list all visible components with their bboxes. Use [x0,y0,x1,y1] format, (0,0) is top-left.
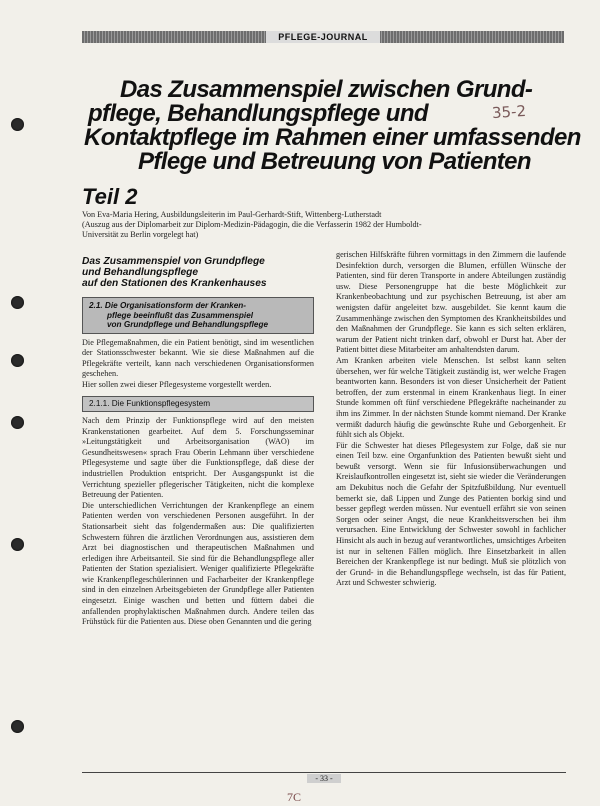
section-heading [82,256,314,289]
title-line: pflege, Behandlungspflege und [88,100,428,127]
punch-holes [8,0,30,806]
subsection-line: von Grundpflege und Behandlungspflege [107,320,269,329]
byline [82,210,572,240]
page-number [82,772,566,783]
journal-name: PFLEGE-JOURNAL [266,31,380,43]
part-label: Teil 2 [82,184,138,209]
paragraph: Für die Schwester hat dieses Pflegesystem zur Folge, daß sie nur einen Teil bzw. eine Organfunktion des Patienten bewußt sieht und bewußt versorgt. Wenn sie für Infusionsüberwachungen und Kreislaufkontrollen eingesetzt ist, sieht sie wieder die Veränderungen am Dekubitus noch die Gefahr der Spitzfußbildung. Nur eventuell bemerkt sie, daß Lippen und Zunge des Patienten borkig sind und besser gepflegt werden müssen. Nur eventuell erfährt sie von seinen Sorgen oder seiner Angst, die neue Krankheitsverschen bei ihm verursachen. Eine Entwicklung der Schwester sowohl in fachlicher Hinsicht als auch in bezug auf verantwortliches, umsichtiges Arbeiten ist nur in seltenen Fällen möglich. Ihre Einsetzbarkeit in allen Bereichen der Krankenpflege ist nur bedingt. Muß sie plötzlich von der Grund- in die Behandlungspflege wechseln, ist das für Patient, Arzt und Schwester schwierig. [336,440,566,588]
page-number-text: - 33 - [307,774,340,783]
byline-line: Universität zu Berlin vorgelegt hat) [82,230,199,239]
punch-hole [11,538,24,551]
paragraph: Die Pflegemaßnahmen, die ein Patient benötigt, sind im wesentlichen der Stationsschwester bekannt. Wie sie diese Maßnahmen auf die Pflegekräfte verteilt, kann nach verschiedenen Organisationsformen geschehen. [82,337,314,379]
heading-line: auf den Stationen des Krankenhauses [82,278,267,289]
punch-hole [11,296,24,309]
paragraph: Nach dem Prinzip der Funktionspflege wird auf den meisten Krankenstationen gearbeitet. Auf dem 5. Forschungsseminar »Leitungstätigkeit und Arbeitsorganisation (WAO) im Gesundheitswesen« sprach Frau Oberin Lehmann über verschiedene Pflegesysteme und sagte über die Funktionspflege, daß diese der industriellen Produktion entspricht. Der Ausgangspunkt ist die Verrichtung spezieller pflegerischer Tätigkeiten, nicht die komplexe Betreuung der Patienten. [82,415,314,500]
article-title [82,76,581,175]
handwritten-mark: 7C [287,790,302,804]
right-column [336,250,566,589]
title-line: Kontaktpflege im Rahmen einer umfassenden [84,124,581,151]
handwritten-note: 35-2 [491,101,527,123]
paragraph: gerischen Hilfskräfte führen vormittags in den Zimmern die laufende Desinfektion durch, versorgen die Blumen, erfüllen Wünsche der Patienten, sind für deren Transporte in andere Abteilungen zuständig usw. Diese Personengruppe hat die beste Möglichkeit zur Krankenbeobachtung und zur psychischen Betreuung, ist aber am wenigsten dafür angeleitet bzw. ausgebildet. Sie kennt kaum die Zusammenhänge zwischen den Symptomen des Krankheitsbildes und den Maßnahmen der Grundpflege. Sie kann es sich selten erklären, warum der Patient nicht trinken darf, obwohl er Durst hat. Aber der Patient bittet diese Mitarbeiter am anhaltendsten darum. [336,250,566,355]
heading-line: Das Zusammenspiel von Grundpflege [82,256,265,267]
subsection-line: pflege beeinflußt das Zusammenspiel [107,310,254,320]
punch-hole [11,720,24,733]
paragraph: Die unterschiedlichen Verrichtungen der Krankenpflege an einem Patienten werden von verschiedenen Personen ausgeführt. In der Stationsarbeit sieht das folgendermaßen aus: Die qualifizierten Schwestern führen die ärztlichen Verordnungen aus, assistieren dem Arzt bei diagnostischen und therapeutischen Maßnahmen und erledigen ihre Arbeitsanteil. Sie sind für die Behandlungspflege aller Patienten der Station spezialisiert. Weniger qualifizierte Pflegekräfte wie Krankenpflegeschülerinnen und Facharbeiter der Krankenpflege sind in den einzelnen Arbeitsgebieten der Grundpflege aller Patienten eingesetzt. Einige waschen und betten und füttern dabei die anfallenden prophylaktischen Maßnahmen durch. Andere teilen das Frühstück für die Patienten aus. Diese oben Genannten und die gering [82,500,314,627]
heading-line: und Behandlungspflege [82,267,199,278]
left-column [82,256,314,628]
byline-line: Von Eva-Maria Hering, Ausbildungsleiterin im Paul-Gerhardt-Stift, Wittenberg-Lutherstadt [82,210,382,219]
punch-hole [11,416,24,429]
punch-hole [11,118,24,131]
subsection-box [82,297,314,334]
journal-header [82,31,564,43]
paragraph: Hier sollen zwei dieser Pflegesysteme vorgestellt werden. [82,379,272,389]
title-line: Das Zusammenspiel zwischen Grund- [120,76,533,103]
byline-line: (Auszug aus der Diplomarbeit zur Diplom-Medizin-Pädagogin, die die Verfasserin 1982 der Humboldt- [82,220,422,229]
subsection-line: 2.1. Die Organisationsform der Kranken- [89,301,246,310]
punch-hole [11,354,24,367]
title-line: Pflege und Betreuung von Patienten [138,148,531,175]
subsection-box: 2.1.1. Die Funktionspflegesystem [82,396,314,412]
paragraph: Am Kranken arbeiten viele Menschen. Ist selbst kann selten übersehen, wer für welche Tätigkeit zuständig ist, wer welche Fragen beantworten kann. Besonders ist von dieser Unsicherheit der Patient betroffen, der zum erstenmal in einem Krankenhaus liegt. In einer Stunde kommen oft fünf verschiedene Pflegekräfte nacheinander zu ihm ins Zimmer. In der nächsten Stunde kommt niemand. Der Kranke vermißt dadurch häufig die gewünschte Ruhe und Geborgenheit. Er fühlt sich als Objekt. [336,355,566,440]
